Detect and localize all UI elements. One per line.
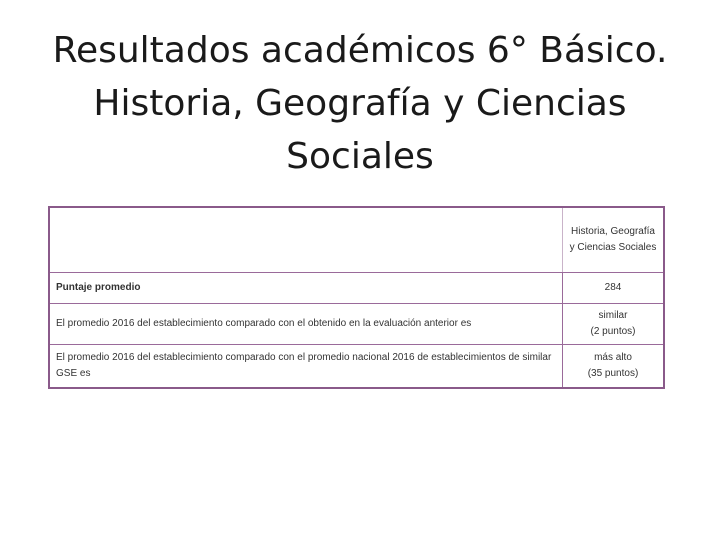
results-table bbox=[48, 206, 665, 389]
row-label-average-score: Puntaje promedio bbox=[49, 273, 563, 304]
row-value-national-comparison bbox=[563, 345, 665, 389]
table-row bbox=[49, 304, 664, 345]
value-sub: (35 puntos) bbox=[587, 368, 639, 379]
table-row bbox=[49, 273, 664, 304]
value-main: 284 bbox=[604, 282, 622, 293]
table-header-row bbox=[49, 207, 664, 273]
table-row bbox=[49, 345, 664, 389]
row-label-previous-comparison: El promedio 2016 del establecimiento comparado con el obtenido en la evaluación anterior es bbox=[49, 304, 563, 345]
row-value-previous-comparison bbox=[563, 304, 665, 345]
row-value-average-score bbox=[563, 273, 665, 304]
header-subject-cell: Historia, Geografía y Ciencias Sociales bbox=[563, 207, 665, 273]
header-empty-cell bbox=[49, 207, 563, 273]
value-sub: (2 puntos) bbox=[590, 326, 636, 337]
value-main: más alto bbox=[594, 352, 632, 363]
value-main: similar bbox=[598, 310, 628, 321]
row-label-national-comparison: El promedio 2016 del establecimiento comparado con el promedio nacional 2016 de establecimientos de similar GSE es bbox=[49, 345, 563, 389]
slide-title: Resultados académicos 6° Básico. Historia, Geografía y Ciencias Sociales bbox=[52, 30, 668, 177]
